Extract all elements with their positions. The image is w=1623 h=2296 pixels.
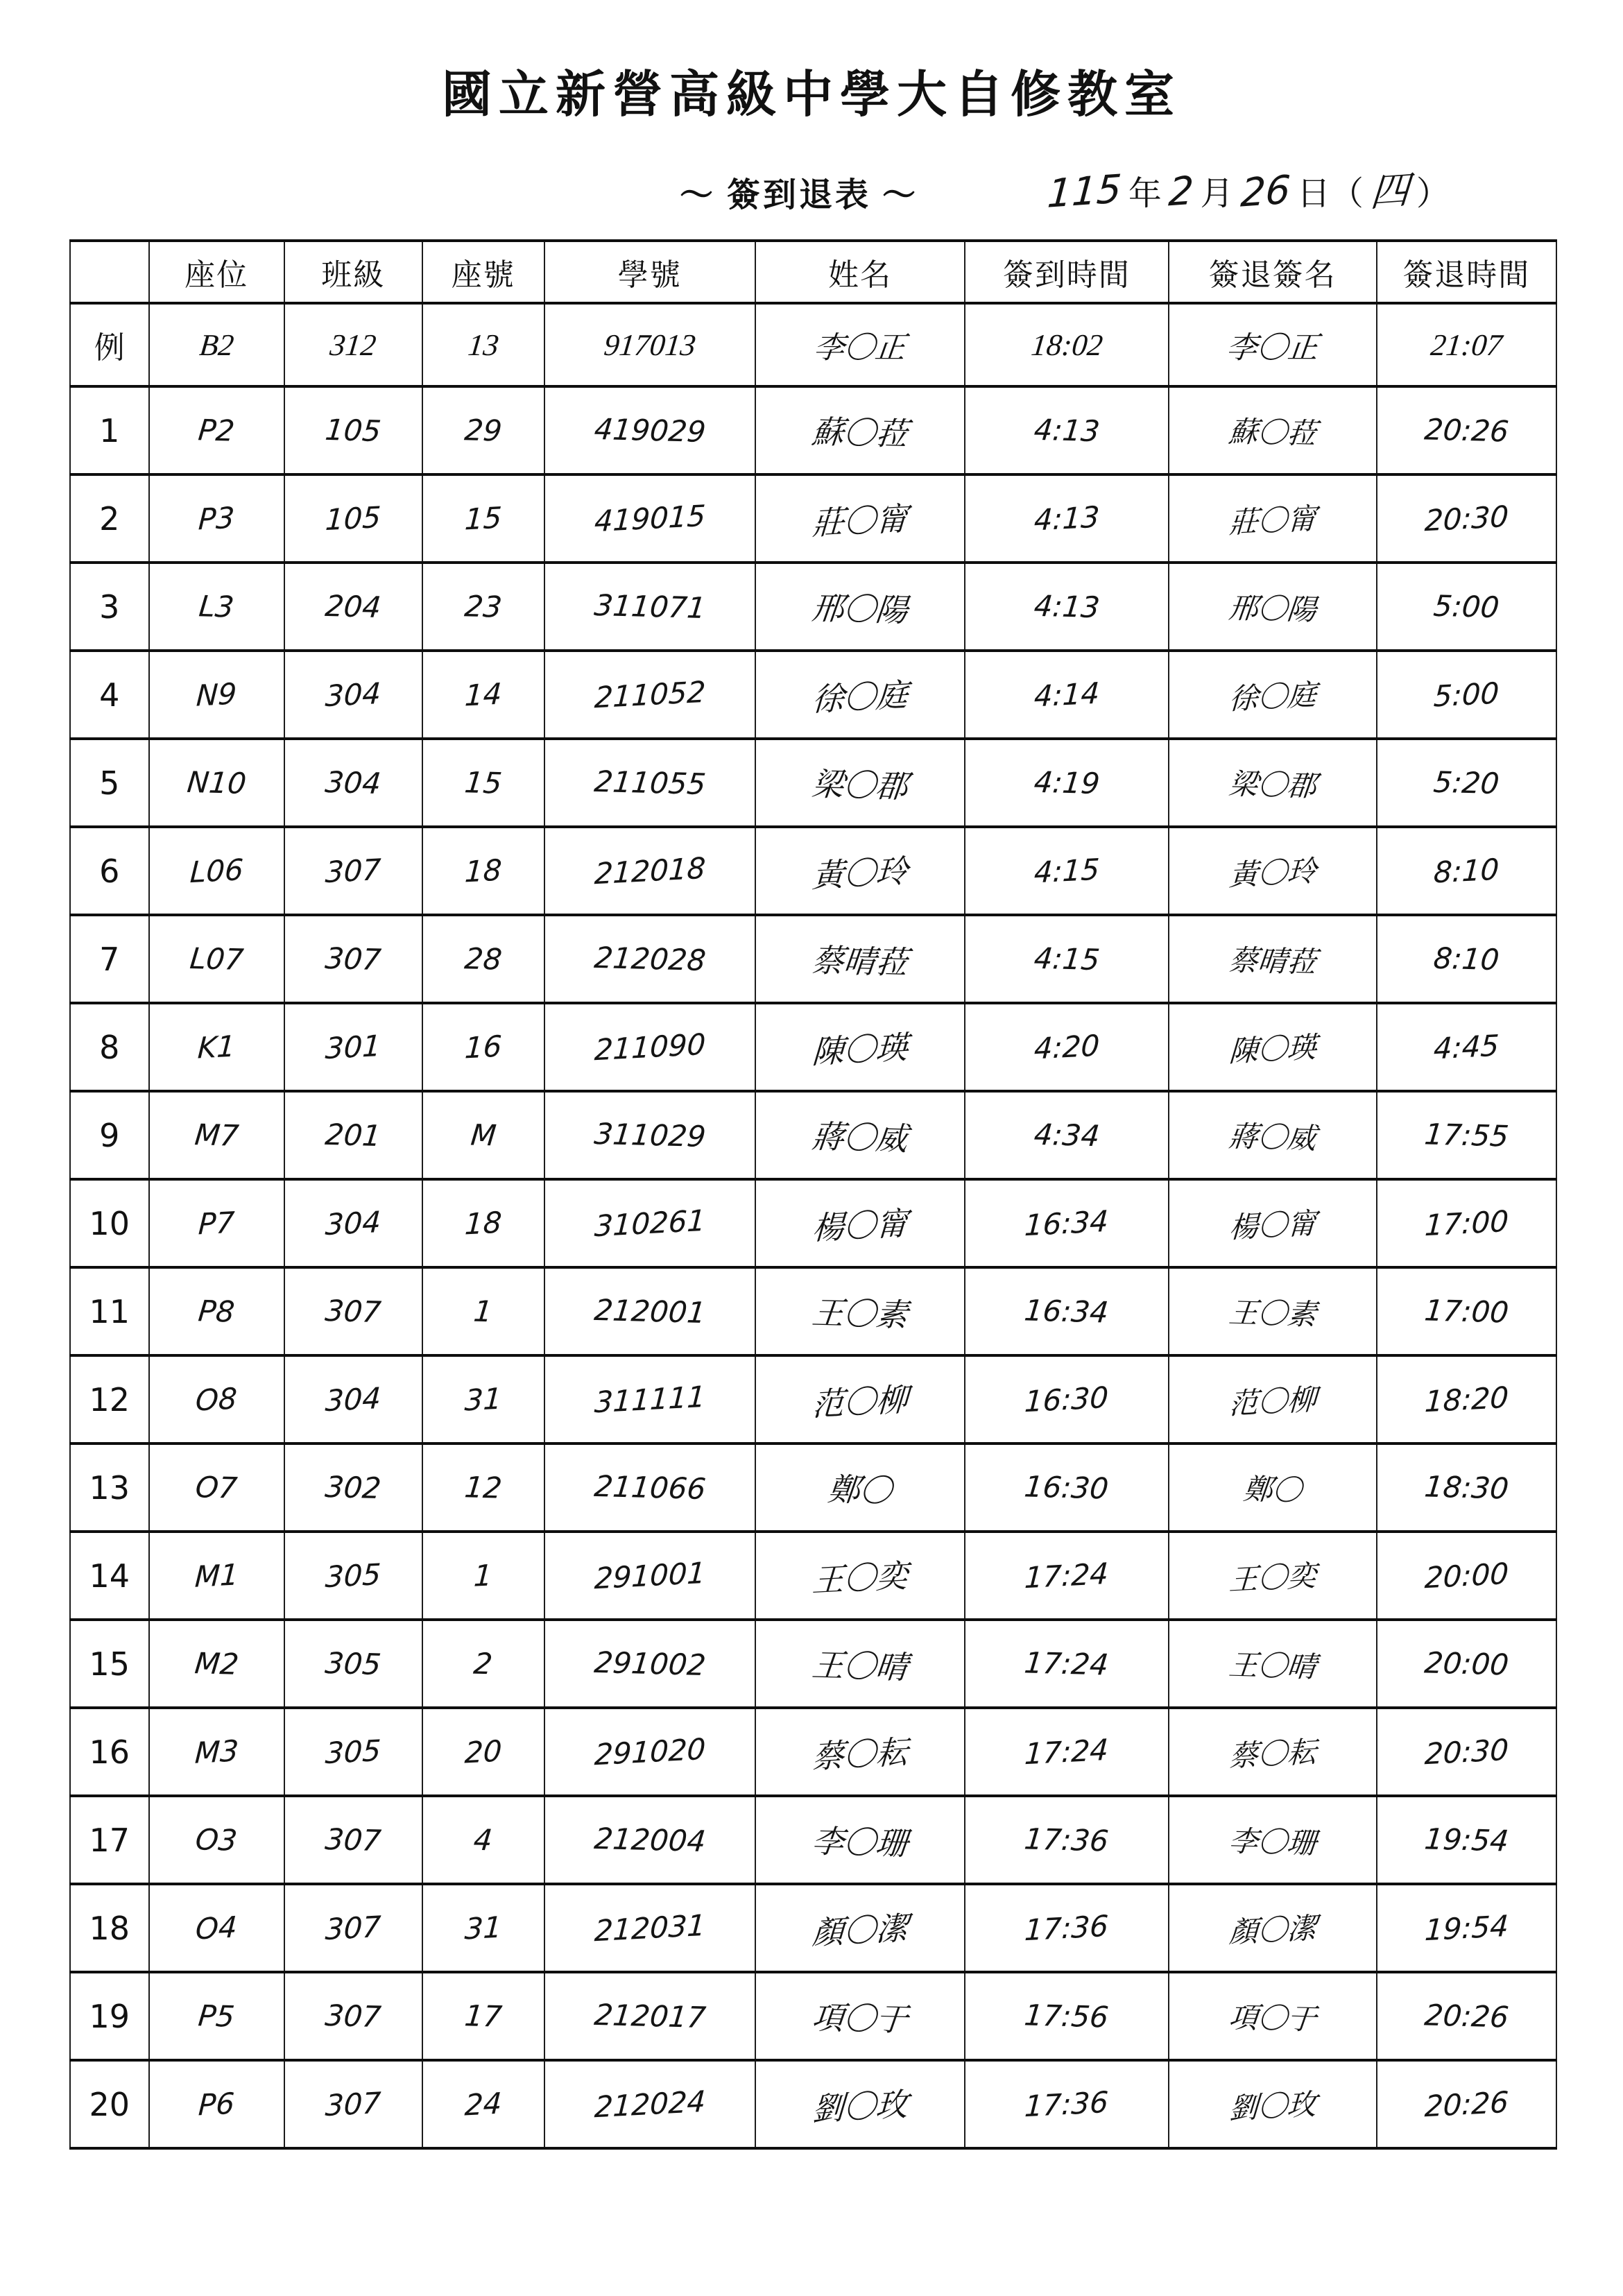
example-row (70, 303, 1556, 386)
class-cell: 304 (324, 1204, 382, 1242)
student-id-cell: 212028 (592, 940, 707, 978)
class-cell: 302 (323, 1470, 383, 1505)
sign-in-time-cell: 18:02 (1029, 327, 1104, 362)
table-row (70, 739, 1556, 827)
name-cell: 陳〇瑛 (811, 1027, 909, 1071)
class-cell: 201 (323, 1117, 383, 1153)
date-day: 26 (1239, 167, 1292, 216)
class-cell: 307 (324, 1909, 382, 1947)
sign-out-signature-cell: 王〇晴 (1227, 1647, 1318, 1684)
table-row (70, 1443, 1556, 1532)
table-row (70, 827, 1556, 915)
sign-in-time-cell: 4:13 (1033, 499, 1101, 538)
class-cell: 305 (324, 1557, 382, 1595)
subtitle-line (0, 161, 1623, 223)
name-cell: 梁〇郡 (810, 764, 910, 805)
name-cell: 蔡〇耘 (811, 1732, 909, 1776)
sign-in-time-cell: 17:36 (1022, 1822, 1110, 1858)
sign-out-signature-cell: 徐〇庭 (1228, 677, 1317, 716)
sign-out-time-cell: 17:00 (1423, 1293, 1511, 1330)
signin-table (69, 239, 1557, 2150)
sign-out-time-cell: 5:20 (1432, 764, 1501, 801)
name-cell: 李〇正 (812, 331, 908, 365)
table-row (70, 1884, 1556, 1972)
class-cell: 307 (323, 941, 383, 977)
sign-out-time-cell: 20:26 (1423, 1998, 1511, 2034)
page-title: 國立新營高級中學大自修教室 (441, 67, 1181, 123)
row-number: 12 (89, 1380, 130, 1419)
date-year: 115 (1045, 166, 1124, 217)
table-row (70, 1179, 1556, 1267)
sign-out-signature-cell: 莊〇甯 (1228, 501, 1317, 540)
table-row (70, 1532, 1556, 1620)
date-weekday: 四 (1368, 167, 1411, 216)
table-row (70, 915, 1556, 1003)
seat-no-cell: 31 (463, 1910, 503, 1946)
sign-out-signature-cell: 陳〇瑛 (1228, 1029, 1317, 1068)
name-cell: 王〇奕 (811, 1556, 909, 1600)
header-student-id: 學號 (544, 241, 755, 303)
class-cell: 307 (324, 2085, 382, 2123)
class-cell: 304 (324, 676, 382, 714)
sign-out-signature-cell: 李〇珊 (1227, 1823, 1318, 1860)
row-number: 10 (89, 1204, 130, 1242)
class-cell: 307 (323, 1294, 383, 1329)
date-line (1040, 161, 1450, 216)
sign-in-time-cell: 4:15 (1033, 852, 1101, 890)
sign-out-time-cell: 8:10 (1432, 852, 1500, 890)
seat-no-cell: 2 (472, 1646, 495, 1681)
seat-cell: P7 (197, 1205, 236, 1242)
student-id-cell: 311029 (592, 1116, 707, 1154)
class-cell: 305 (323, 1646, 383, 1681)
sign-out-signature-cell: 蘇〇菈 (1227, 413, 1318, 451)
class-cell: 301 (324, 1028, 382, 1066)
seat-no-cell: 14 (463, 676, 503, 713)
sign-out-time-cell: 18:20 (1423, 1380, 1510, 1419)
row-number: 7 (99, 940, 120, 978)
name-cell: 黃〇玲 (811, 851, 909, 895)
seat-no-cell: 29 (463, 413, 504, 448)
student-id-cell: 311071 (592, 588, 707, 626)
seat-cell: K1 (196, 1029, 237, 1065)
sign-out-time-cell: 19:54 (1423, 1822, 1511, 1858)
header-seat-no: 座號 (422, 241, 544, 303)
sign-out-signature-cell: 李〇正 (1224, 331, 1320, 365)
row-number: 5 (99, 764, 120, 802)
student-id-cell: 291020 (593, 1731, 707, 1772)
seat-cell: O8 (194, 1381, 239, 1418)
seat-cell: O4 (194, 1910, 239, 1946)
date-paren-close: ） (1416, 175, 1450, 212)
seat-cell: B2 (198, 327, 236, 362)
header-seat: 座位 (149, 241, 284, 303)
seat-no-cell: 28 (463, 941, 504, 977)
seat-no-cell: 31 (463, 1381, 503, 1418)
sign-in-time-cell: 16:30 (1024, 1380, 1110, 1419)
class-cell: 304 (324, 1380, 382, 1419)
student-id-cell: 211090 (593, 1027, 707, 1068)
name-cell: 范〇柳 (811, 1380, 909, 1423)
date-month-label: 月 (1200, 175, 1234, 212)
seat-no-cell: 18 (463, 1205, 503, 1242)
sign-out-time-cell: 19:54 (1423, 1908, 1510, 1948)
table-row (70, 474, 1556, 563)
sign-out-time-cell: 20:00 (1423, 1645, 1511, 1682)
sign-out-signature-cell: 楊〇甯 (1228, 1206, 1317, 1244)
seat-cell: P5 (196, 1998, 237, 2034)
class-cell: 304 (323, 765, 383, 800)
header-class: 班級 (284, 241, 422, 303)
seat-no-cell: 18 (463, 853, 503, 889)
sign-in-time-cell: 17:36 (1024, 2084, 1110, 2124)
sign-out-signature-cell: 蔡〇耘 (1228, 1734, 1317, 1773)
sign-out-time-cell: 4:45 (1432, 1028, 1500, 1066)
table-row (70, 1972, 1556, 2060)
name-cell: 蘇〇菈 (810, 412, 910, 453)
header-sign-in-time: 簽到時間 (965, 241, 1169, 303)
class-cell: 307 (324, 852, 382, 890)
row-number: 11 (89, 1292, 130, 1330)
seat-cell: P8 (196, 1294, 237, 1329)
sign-out-time-cell: 5:00 (1432, 588, 1501, 625)
name-cell: 徐〇庭 (811, 675, 909, 719)
student-id-cell: 419015 (593, 498, 707, 539)
seat-no-cell: 13 (466, 327, 501, 362)
sign-in-time-cell: 4:34 (1032, 1117, 1101, 1154)
sign-out-time-cell: 21:07 (1429, 327, 1504, 362)
seat-no-cell: 12 (463, 1470, 504, 1505)
table-row (70, 651, 1556, 739)
date-paren-open: （ (1330, 175, 1364, 212)
name-cell: 邢〇陽 (810, 588, 910, 629)
name-cell: 王〇晴 (810, 1645, 910, 1686)
sign-out-time-cell: 20:26 (1423, 412, 1511, 449)
row-number: 15 (89, 1645, 130, 1683)
sign-in-time-cell: 16:34 (1022, 1293, 1110, 1330)
seat-cell: M2 (193, 1646, 240, 1681)
seat-cell: M7 (193, 1117, 240, 1153)
seat-cell: N9 (195, 676, 238, 713)
row-number: 1 (99, 411, 120, 449)
sign-out-signature-cell: 蔡晴菈 (1227, 942, 1318, 979)
seat-cell: P2 (196, 413, 237, 448)
sign-out-time-cell: 20:00 (1423, 1556, 1510, 1595)
row-number: 9 (99, 1116, 120, 1154)
sign-out-signature-cell: 鄭〇 (1242, 1471, 1303, 1507)
sign-in-time-cell: 4:19 (1032, 764, 1101, 801)
sign-in-time-cell: 4:13 (1032, 588, 1101, 625)
name-cell: 王〇素 (810, 1293, 910, 1334)
seat-no-cell: 24 (463, 2086, 503, 2123)
name-cell: 蔣〇威 (810, 1117, 910, 1158)
table-row (70, 1708, 1556, 1796)
sign-out-signature-cell: 梁〇郡 (1227, 766, 1318, 803)
sign-in-time-cell: 17:24 (1024, 1732, 1110, 1772)
class-cell: 307 (323, 1998, 383, 2034)
class-cell: 204 (323, 589, 383, 624)
name-cell: 鄭〇 (826, 1470, 894, 1509)
sign-in-time-cell: 16:34 (1024, 1203, 1110, 1243)
student-id-cell: 212024 (593, 2084, 707, 2125)
row-number: 4 (99, 676, 120, 714)
student-id-cell: 291002 (592, 1645, 707, 1683)
row-number: 16 (89, 1733, 130, 1771)
sign-in-time-cell: 4:13 (1032, 412, 1101, 449)
name-cell: 顏〇潔 (811, 1908, 909, 1952)
student-id-cell: 211055 (592, 764, 707, 802)
name-cell: 莊〇甯 (811, 499, 909, 542)
table-row (70, 1091, 1556, 1179)
row-number: 13 (89, 1468, 130, 1507)
sign-out-signature-cell: 顏〇潔 (1228, 1910, 1317, 1949)
sign-in-time-cell: 17:24 (1022, 1645, 1110, 1682)
table-row (70, 2060, 1556, 2148)
sign-in-time-cell: 17:56 (1022, 1998, 1110, 2034)
row-label: 例 (94, 331, 125, 365)
seat-no-cell: 15 (463, 765, 504, 800)
sign-out-time-cell: 18:30 (1423, 1469, 1511, 1506)
row-number: 2 (99, 499, 120, 538)
seat-cell: N10 (185, 764, 248, 801)
student-id-cell: 291001 (593, 1555, 707, 1596)
name-cell: 李〇珊 (810, 1822, 910, 1862)
class-cell: 305 (324, 1733, 382, 1771)
seat-no-cell: 17 (463, 1998, 504, 2034)
sign-out-signature-cell: 邢〇陽 (1227, 590, 1318, 627)
seat-no-cell: 15 (463, 500, 503, 537)
sign-out-signature-cell: 蔣〇威 (1227, 1118, 1318, 1156)
student-id-cell: 311111 (593, 1379, 707, 1420)
header-row (70, 241, 1556, 303)
table-row (70, 563, 1556, 651)
student-id-cell: 212017 (592, 1997, 707, 2035)
student-id-cell: 211052 (593, 674, 707, 715)
seat-cell: M1 (194, 1557, 239, 1594)
sign-in-time-cell: 4:14 (1033, 676, 1101, 714)
date-month: 2 (1167, 168, 1195, 216)
sign-out-time-cell: 5:00 (1432, 676, 1500, 714)
seat-no-cell: 20 (463, 1733, 503, 1770)
seat-cell: M3 (194, 1733, 239, 1770)
sign-out-time-cell: 20:30 (1423, 1732, 1510, 1772)
seat-cell: P6 (197, 2086, 236, 2123)
header-sign-out-time: 簽退時間 (1377, 241, 1556, 303)
seat-no-cell: 23 (463, 589, 504, 624)
sign-out-signature-cell: 黃〇玲 (1228, 853, 1317, 892)
seat-no-cell: 1 (473, 1558, 494, 1593)
seat-no-cell: 4 (472, 1822, 495, 1858)
sign-in-time-cell: 17:24 (1024, 1556, 1110, 1595)
sign-in-time-cell: 17:36 (1024, 1908, 1110, 1948)
date-day-label: 日 (1296, 175, 1330, 212)
table-row (70, 1267, 1556, 1355)
class-cell: 105 (323, 413, 383, 448)
table-row (70, 1796, 1556, 1884)
sign-out-time-cell: 20:30 (1423, 499, 1510, 538)
row-number: 3 (99, 588, 120, 626)
student-id-cell: 212031 (593, 1908, 707, 1948)
seat-cell: L07 (188, 941, 245, 977)
seat-cell: L3 (197, 589, 236, 624)
header-name: 姓名 (755, 241, 965, 303)
row-number: 17 (89, 1821, 130, 1859)
class-cell: 105 (324, 499, 382, 538)
sign-out-signature-cell: 項〇于 (1227, 1999, 1318, 2037)
header-sign-out-signature: 簽退簽名 (1169, 241, 1377, 303)
student-id-cell: 212001 (592, 1292, 707, 1330)
sheet-subtitle: 〜 簽到退表 〜 (680, 177, 919, 214)
name-cell: 蔡晴菈 (810, 941, 910, 982)
row-number: 14 (89, 1557, 130, 1595)
sign-out-signature-cell: 范〇柳 (1228, 1382, 1317, 1421)
row-number: 20 (89, 2085, 130, 2123)
row-number: 6 (99, 852, 120, 890)
student-id-cell: 310261 (593, 1203, 707, 1244)
class-cell: 312 (328, 327, 378, 362)
table-row (70, 1003, 1556, 1091)
student-id-cell: 212018 (593, 850, 707, 891)
row-number: 19 (89, 1997, 130, 2035)
seat-cell: O7 (194, 1470, 239, 1505)
student-id-cell: 917013 (602, 327, 698, 362)
sign-out-time-cell: 8:10 (1432, 941, 1501, 977)
sign-out-signature-cell: 王〇素 (1227, 1294, 1318, 1332)
seat-cell: P3 (197, 500, 236, 537)
header-blank (70, 241, 149, 303)
seat-no-cell: 1 (472, 1294, 495, 1329)
sign-out-signature-cell: 王〇奕 (1228, 1558, 1317, 1597)
sign-out-time-cell: 17:55 (1423, 1117, 1511, 1154)
student-id-cell: 419029 (592, 411, 707, 449)
name-cell: 劉〇玫 (811, 2084, 909, 2128)
seat-no-cell: 16 (463, 1029, 503, 1065)
seat-cell: L06 (189, 852, 244, 890)
seat-cell: O3 (194, 1822, 239, 1858)
student-id-cell: 211066 (592, 1468, 707, 1507)
class-cell: 307 (323, 1822, 383, 1858)
sign-in-time-cell: 4:15 (1032, 941, 1101, 977)
row-number: 18 (89, 1909, 130, 1947)
table-row (70, 1355, 1556, 1443)
sign-out-time-cell: 20:26 (1423, 2084, 1510, 2124)
student-id-cell: 212004 (592, 1821, 707, 1859)
date-year-label: 年 (1128, 175, 1162, 212)
sign-in-time-cell: 4:20 (1033, 1028, 1101, 1066)
table-row (70, 1620, 1556, 1708)
seat-no-cell: M (469, 1117, 498, 1153)
table-row (70, 386, 1556, 474)
name-cell: 項〇于 (810, 1998, 910, 2039)
row-number: 8 (99, 1028, 120, 1066)
sign-out-time-cell: 17:00 (1423, 1203, 1510, 1243)
name-cell: 楊〇甯 (811, 1203, 909, 1247)
sign-in-time-cell: 16:30 (1022, 1469, 1110, 1506)
sign-out-signature-cell: 劉〇玫 (1228, 2087, 1317, 2125)
